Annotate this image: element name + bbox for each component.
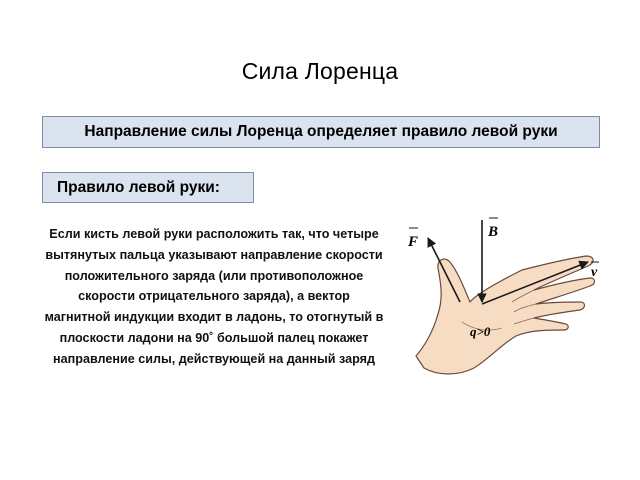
palm-and-thumb [416, 256, 595, 374]
left-hand-rule-illustration [398, 210, 610, 386]
velocity-label-text: v [591, 265, 598, 280]
induction-label [487, 218, 498, 240]
velocity-label [591, 262, 599, 280]
rule-heading-box [42, 172, 254, 203]
statement-box [42, 116, 600, 148]
induction-label-text: B [488, 224, 499, 240]
slide-title: Сила Лоренца [241, 58, 399, 84]
force-label [407, 228, 418, 250]
charge-label: q>0 [470, 324, 491, 339]
hand-shape [416, 256, 595, 374]
force-label-text: F [408, 234, 419, 250]
statement-text: Направление силы Лоренца определяет правило левой руки [84, 123, 558, 140]
rule-heading-text: Правило левой руки: [57, 178, 220, 196]
rule-description: Если кисть левой руки расположить так, что четыре вытянутых пальца указывают направление скорости положительного заряда (или противоположное скорости отрицательного заряда), а вектор магнитной индукции входит в ладонь, то отогнутый в плоскости ладони на 90˚ большой палец покажет направление силы, действующей на данный заряд [44, 227, 384, 366]
